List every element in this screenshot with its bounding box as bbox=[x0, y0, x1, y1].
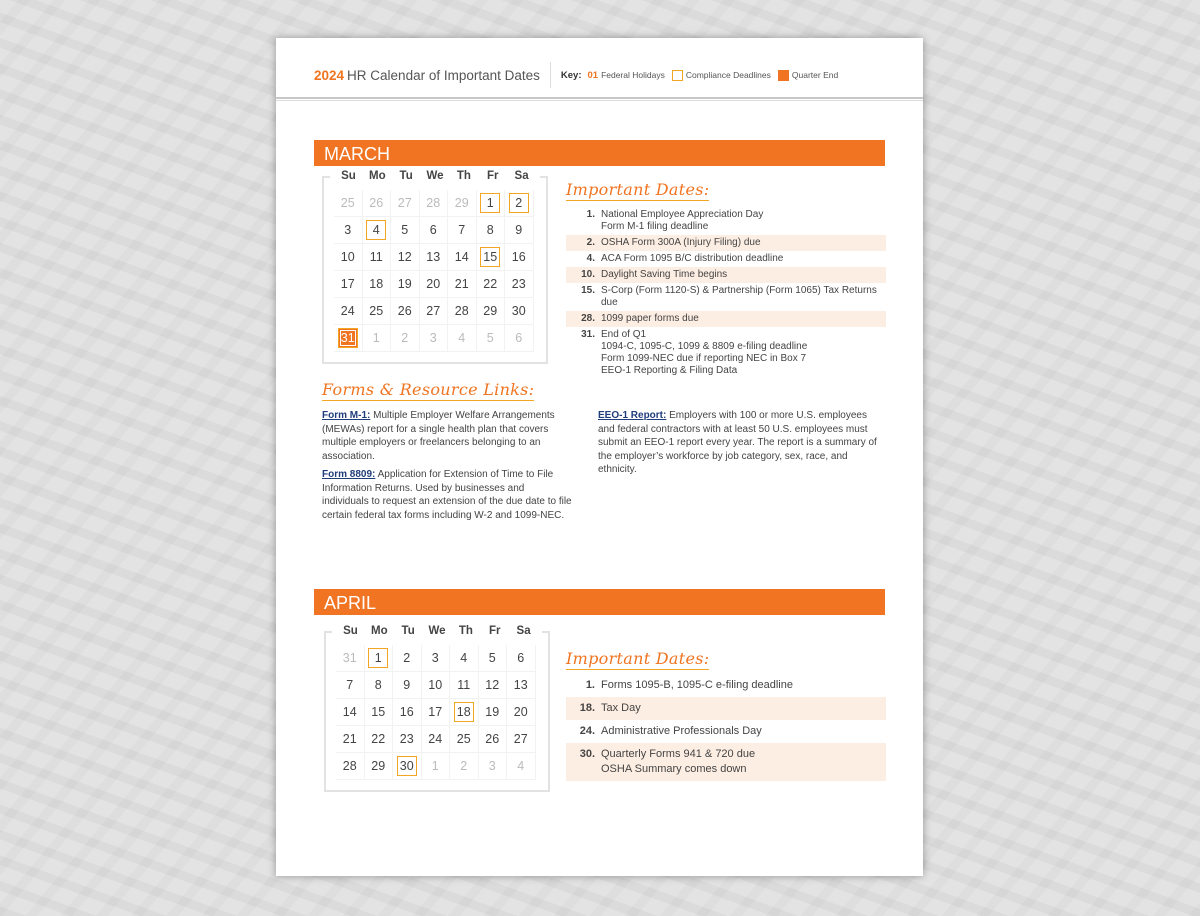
day-number: 16 bbox=[399, 705, 414, 719]
day-cell bbox=[422, 726, 451, 753]
day-cell bbox=[505, 244, 534, 271]
day-cell-deadline bbox=[505, 190, 534, 217]
day-number: 13 bbox=[426, 250, 441, 264]
day-number: 27 bbox=[513, 732, 528, 746]
date-description bbox=[601, 285, 886, 309]
day-cell bbox=[393, 672, 422, 699]
day-cell bbox=[422, 699, 451, 726]
important-dates-title-april: Important Dates: bbox=[566, 649, 710, 668]
important-date-row bbox=[566, 674, 886, 697]
day-number: 25 bbox=[369, 304, 384, 318]
day-number: 16 bbox=[511, 250, 526, 264]
important-date-row bbox=[566, 327, 886, 379]
day-cell bbox=[477, 325, 506, 352]
date-description bbox=[601, 269, 727, 281]
day-cell bbox=[448, 244, 477, 271]
form-entry: EEO-1 Report: Employers with 100 or more U.S. employees and federal contractors with at least 50 U.S. employees must submit an EEO-1 report every year. The report is a summary of the employer’s workforce by job category, sex, race, and ethnicity. bbox=[598, 410, 877, 475]
day-number: 4 bbox=[460, 651, 468, 665]
day-number: 3 bbox=[344, 223, 352, 237]
day-cell bbox=[334, 298, 363, 325]
day-number: 31 bbox=[342, 651, 357, 665]
day-cell bbox=[393, 726, 422, 753]
day-grid bbox=[324, 186, 546, 362]
weekday-label: Mo bbox=[363, 170, 392, 182]
month-banner-april: APRIL bbox=[314, 589, 885, 615]
important-date-row bbox=[566, 720, 886, 743]
date-description bbox=[601, 329, 807, 377]
legend-key bbox=[561, 70, 838, 81]
calendar-page bbox=[276, 38, 923, 876]
important-dates-list-april bbox=[566, 674, 886, 781]
day-number: 12 bbox=[397, 250, 412, 264]
day-number: 19 bbox=[397, 277, 412, 291]
date-description-line: Form M-1 filing deadline bbox=[601, 221, 709, 232]
key-label: Key: bbox=[560, 69, 582, 81]
date-description-line: S-Corp (Form 1120-S) & Partnership (Form 1065) Tax Returns due bbox=[601, 285, 877, 308]
day-number: 10 bbox=[428, 678, 443, 692]
day-cell bbox=[422, 753, 451, 780]
month-banner-march: MARCH bbox=[314, 140, 885, 166]
weekday-label: Su bbox=[334, 170, 363, 182]
day-number: 31 bbox=[338, 328, 358, 348]
day-cell bbox=[365, 699, 394, 726]
day-number: 26 bbox=[485, 732, 500, 746]
day-cell bbox=[363, 244, 392, 271]
important-date-row bbox=[566, 283, 886, 311]
day-number: 8 bbox=[486, 223, 494, 237]
day-number: 24 bbox=[428, 732, 443, 746]
date-description-line: Form 1099-NEC due if reporting NEC in Box 7 bbox=[601, 353, 807, 364]
day-number: 25 bbox=[340, 196, 355, 210]
day-cell bbox=[363, 271, 392, 298]
weekday-header bbox=[326, 621, 548, 641]
day-number: 2 bbox=[509, 193, 529, 213]
day-cell bbox=[505, 217, 534, 244]
key-quarter-label: Quarter End bbox=[791, 70, 839, 80]
day-cell bbox=[448, 325, 477, 352]
day-cell bbox=[334, 271, 363, 298]
day-cell bbox=[334, 190, 363, 217]
day-number: 20 bbox=[513, 705, 528, 719]
day-number: 22 bbox=[371, 732, 386, 746]
day-cell-deadline bbox=[393, 753, 422, 780]
header-rule-secondary bbox=[276, 100, 923, 101]
day-cell bbox=[365, 726, 394, 753]
day-cell bbox=[507, 672, 536, 699]
day-number: 21 bbox=[454, 277, 469, 291]
day-number: 4 bbox=[366, 220, 386, 240]
day-number: 18 bbox=[369, 277, 384, 291]
day-number: 4 bbox=[517, 759, 525, 773]
weekday-label: Fr bbox=[480, 625, 509, 637]
day-cell bbox=[336, 645, 365, 672]
day-cell bbox=[391, 217, 420, 244]
calendar-march bbox=[322, 170, 548, 364]
day-cell bbox=[363, 190, 392, 217]
day-number: 17 bbox=[428, 705, 443, 719]
day-number: 18 bbox=[454, 702, 474, 722]
day-cell bbox=[336, 726, 365, 753]
date-description-line: EEO-1 Reporting & Filing Data bbox=[601, 365, 738, 376]
day-number: 28 bbox=[454, 304, 469, 318]
header-rule bbox=[276, 97, 923, 99]
day-number: 14 bbox=[454, 250, 469, 264]
date-description-line: Tax Day bbox=[601, 702, 641, 714]
date-number: 15. bbox=[581, 285, 595, 296]
day-cell bbox=[422, 645, 451, 672]
day-cell bbox=[336, 753, 365, 780]
day-cell bbox=[365, 753, 394, 780]
day-number: 1 bbox=[368, 648, 388, 668]
key-deadline-label: Compliance Deadlines bbox=[685, 70, 771, 80]
day-cell bbox=[393, 699, 422, 726]
weekday-label: Tu bbox=[392, 170, 421, 182]
day-cell bbox=[479, 753, 508, 780]
day-number: 3 bbox=[488, 759, 496, 773]
day-cell bbox=[391, 325, 420, 352]
weekday-label: Fr bbox=[478, 170, 507, 182]
day-cell bbox=[420, 217, 449, 244]
day-number: 11 bbox=[457, 678, 471, 692]
day-number: 14 bbox=[342, 705, 357, 719]
day-cell bbox=[477, 217, 506, 244]
day-cell bbox=[448, 217, 477, 244]
date-number: 1. bbox=[586, 209, 595, 220]
title-text: HR Calendar of Important Dates bbox=[347, 67, 540, 83]
day-cell-deadline bbox=[477, 190, 506, 217]
forms-links-title: Forms & Resource Links: bbox=[322, 380, 535, 399]
day-number: 9 bbox=[403, 678, 411, 692]
day-number: 7 bbox=[346, 678, 354, 692]
weekday-label: We bbox=[423, 625, 452, 637]
day-number: 28 bbox=[426, 196, 441, 210]
date-number: 18. bbox=[579, 702, 595, 714]
form-entry: Form 8809: Application for Extension of Time to File Information Returns. Used by businesses and individuals to request an extension of the due date to file certain federal tax forms including W-2 and 1099-NEC. bbox=[322, 469, 572, 521]
form-entry: Form M-1: Multiple Employer Welfare Arrangements (MEWAs) report for a single health plan that covers multiple employers or freelancers belonging to an association. bbox=[322, 410, 555, 462]
day-cell-deadline bbox=[363, 217, 392, 244]
date-description-line: 1099 paper forms due bbox=[601, 313, 699, 324]
day-cell bbox=[391, 271, 420, 298]
header-divider bbox=[550, 62, 551, 88]
day-number: 11 bbox=[369, 250, 383, 264]
day-number: 30 bbox=[511, 304, 526, 318]
day-cell bbox=[507, 726, 536, 753]
important-date-row bbox=[566, 267, 886, 283]
calendar-april bbox=[324, 625, 550, 792]
date-number: 2. bbox=[586, 237, 595, 248]
day-number: 15 bbox=[371, 705, 386, 719]
weekday-label: Sa bbox=[507, 170, 536, 182]
key-holiday-sample: 01 bbox=[587, 69, 599, 81]
day-number: 29 bbox=[483, 304, 498, 318]
day-cell bbox=[507, 753, 536, 780]
date-description bbox=[601, 313, 699, 325]
weekday-label: We bbox=[421, 170, 450, 182]
day-number: 6 bbox=[515, 331, 523, 345]
day-cell bbox=[450, 753, 479, 780]
form-m1-link[interactable]: Form M-1: bbox=[322, 410, 371, 421]
day-cell bbox=[363, 325, 392, 352]
weekday-header bbox=[324, 166, 546, 186]
date-description bbox=[601, 747, 755, 777]
day-cell bbox=[479, 645, 508, 672]
day-number: 25 bbox=[456, 732, 471, 746]
day-cell bbox=[450, 645, 479, 672]
date-description-line: Daylight Saving Time begins bbox=[601, 269, 728, 280]
day-cell bbox=[505, 325, 534, 352]
day-cell bbox=[336, 672, 365, 699]
day-cell bbox=[450, 672, 479, 699]
day-cell bbox=[422, 672, 451, 699]
day-number: 4 bbox=[458, 331, 466, 345]
deadline-swatch-icon bbox=[672, 70, 683, 81]
day-number: 23 bbox=[399, 732, 414, 746]
day-cell bbox=[507, 699, 536, 726]
important-date-row bbox=[566, 251, 886, 267]
day-number: 24 bbox=[340, 304, 355, 318]
day-number: 1 bbox=[480, 193, 500, 213]
day-cell bbox=[477, 298, 506, 325]
day-number: 30 bbox=[397, 756, 417, 776]
weekday-label: Su bbox=[336, 625, 365, 637]
day-cell bbox=[334, 217, 363, 244]
date-description bbox=[601, 237, 761, 249]
date-description bbox=[601, 678, 793, 693]
day-number: 19 bbox=[485, 705, 500, 719]
date-number: 28. bbox=[581, 313, 595, 324]
weekday-label: Th bbox=[449, 170, 478, 182]
day-number: 3 bbox=[429, 331, 437, 345]
date-number: 10. bbox=[581, 269, 595, 280]
day-cell bbox=[391, 244, 420, 271]
forms-column-left bbox=[322, 409, 572, 527]
day-grid bbox=[326, 641, 548, 790]
day-number: 2 bbox=[403, 651, 411, 665]
page-title bbox=[314, 68, 540, 83]
day-number: 12 bbox=[485, 678, 500, 692]
day-number: 22 bbox=[483, 277, 498, 291]
day-number: 15 bbox=[480, 247, 500, 267]
day-number: 2 bbox=[460, 759, 468, 773]
day-number: 26 bbox=[369, 196, 384, 210]
date-description bbox=[601, 209, 763, 233]
important-date-row bbox=[566, 207, 886, 235]
day-number: 27 bbox=[397, 196, 412, 210]
important-date-row bbox=[566, 235, 886, 251]
day-cell bbox=[507, 645, 536, 672]
day-number: 1 bbox=[372, 331, 380, 345]
day-cell bbox=[391, 190, 420, 217]
day-number: 6 bbox=[429, 223, 437, 237]
form-8809-link[interactable]: Form 8809: bbox=[322, 469, 376, 480]
date-description-line: National Employee Appreciation Day bbox=[601, 209, 764, 220]
day-cell bbox=[479, 699, 508, 726]
day-cell bbox=[420, 298, 449, 325]
day-cell bbox=[477, 271, 506, 298]
day-number: 5 bbox=[488, 651, 496, 665]
day-number: 6 bbox=[517, 651, 525, 665]
day-number: 21 bbox=[342, 732, 357, 746]
day-number: 3 bbox=[431, 651, 439, 665]
eeo1-report-link[interactable]: EEO-1 Report: bbox=[598, 410, 667, 421]
important-date-row bbox=[566, 697, 886, 720]
date-description bbox=[601, 701, 641, 716]
day-cell bbox=[479, 726, 508, 753]
date-description-line: End of Q1 bbox=[601, 329, 647, 340]
day-cell bbox=[391, 298, 420, 325]
date-description-line: ACA Form 1095 B/C distribution deadline bbox=[601, 253, 784, 264]
day-cell bbox=[363, 298, 392, 325]
day-cell-quarter-end bbox=[334, 325, 363, 352]
day-cell bbox=[420, 244, 449, 271]
day-cell bbox=[365, 672, 394, 699]
day-number: 23 bbox=[511, 277, 526, 291]
important-date-row bbox=[566, 311, 886, 327]
page-header bbox=[314, 64, 903, 86]
day-cell bbox=[393, 645, 422, 672]
day-cell-deadline bbox=[477, 244, 506, 271]
day-number: 29 bbox=[371, 759, 386, 773]
day-number: 27 bbox=[426, 304, 441, 318]
date-description-line: Forms 1095-B, 1095-C e-filing deadline bbox=[601, 679, 793, 691]
day-cell bbox=[420, 271, 449, 298]
day-cell bbox=[448, 298, 477, 325]
date-description-line: Administrative Professionals Day bbox=[601, 725, 762, 737]
day-cell bbox=[505, 298, 534, 325]
weekday-label: Mo bbox=[365, 625, 394, 637]
day-number: 5 bbox=[401, 223, 409, 237]
day-number: 13 bbox=[513, 678, 528, 692]
date-number: 31. bbox=[581, 329, 595, 340]
title-year: 2024 bbox=[314, 67, 345, 83]
day-number: 10 bbox=[340, 250, 355, 264]
weekday-label: Sa bbox=[509, 625, 538, 637]
day-cell bbox=[448, 271, 477, 298]
day-number: 28 bbox=[342, 759, 357, 773]
day-number: 1 bbox=[431, 759, 439, 773]
date-number: 24. bbox=[579, 725, 595, 737]
date-number: 4. bbox=[586, 253, 595, 264]
day-number: 17 bbox=[340, 277, 355, 291]
day-cell bbox=[334, 244, 363, 271]
date-description bbox=[601, 724, 762, 739]
day-number: 9 bbox=[515, 223, 523, 237]
date-description-line: 1094-C, 1095-C, 1099 & 8809 e-filing deadline bbox=[601, 341, 808, 352]
weekday-label: Tu bbox=[394, 625, 423, 637]
day-number: 29 bbox=[454, 196, 469, 210]
weekday-label: Th bbox=[451, 625, 480, 637]
day-cell-deadline bbox=[365, 645, 394, 672]
date-description-line: OSHA Summary comes down bbox=[601, 763, 747, 775]
date-number: 1. bbox=[585, 679, 595, 691]
date-description-line: OSHA Form 300A (Injury Filing) due bbox=[601, 237, 761, 248]
day-cell bbox=[479, 672, 508, 699]
day-cell bbox=[505, 271, 534, 298]
day-number: 26 bbox=[397, 304, 412, 318]
key-holiday-label: Federal Holidays bbox=[601, 70, 665, 80]
date-description bbox=[601, 253, 783, 265]
day-number: 8 bbox=[374, 678, 382, 692]
day-cell bbox=[420, 190, 449, 217]
day-number: 7 bbox=[458, 223, 466, 237]
day-cell bbox=[448, 190, 477, 217]
forms-column-right bbox=[598, 409, 878, 482]
date-number: 30. bbox=[579, 748, 595, 760]
day-cell-deadline bbox=[450, 699, 479, 726]
day-cell bbox=[450, 726, 479, 753]
important-dates-title-march: Important Dates: bbox=[566, 180, 710, 199]
date-description-line: Quarterly Forms 941 & 720 due bbox=[601, 748, 756, 760]
important-dates-list-march bbox=[566, 207, 886, 379]
day-cell bbox=[336, 699, 365, 726]
important-date-row bbox=[566, 743, 886, 781]
quarter-end-swatch-icon bbox=[778, 70, 789, 81]
day-number: 5 bbox=[486, 331, 494, 345]
day-number: 20 bbox=[426, 277, 441, 291]
day-cell bbox=[420, 325, 449, 352]
day-number: 2 bbox=[401, 331, 409, 345]
